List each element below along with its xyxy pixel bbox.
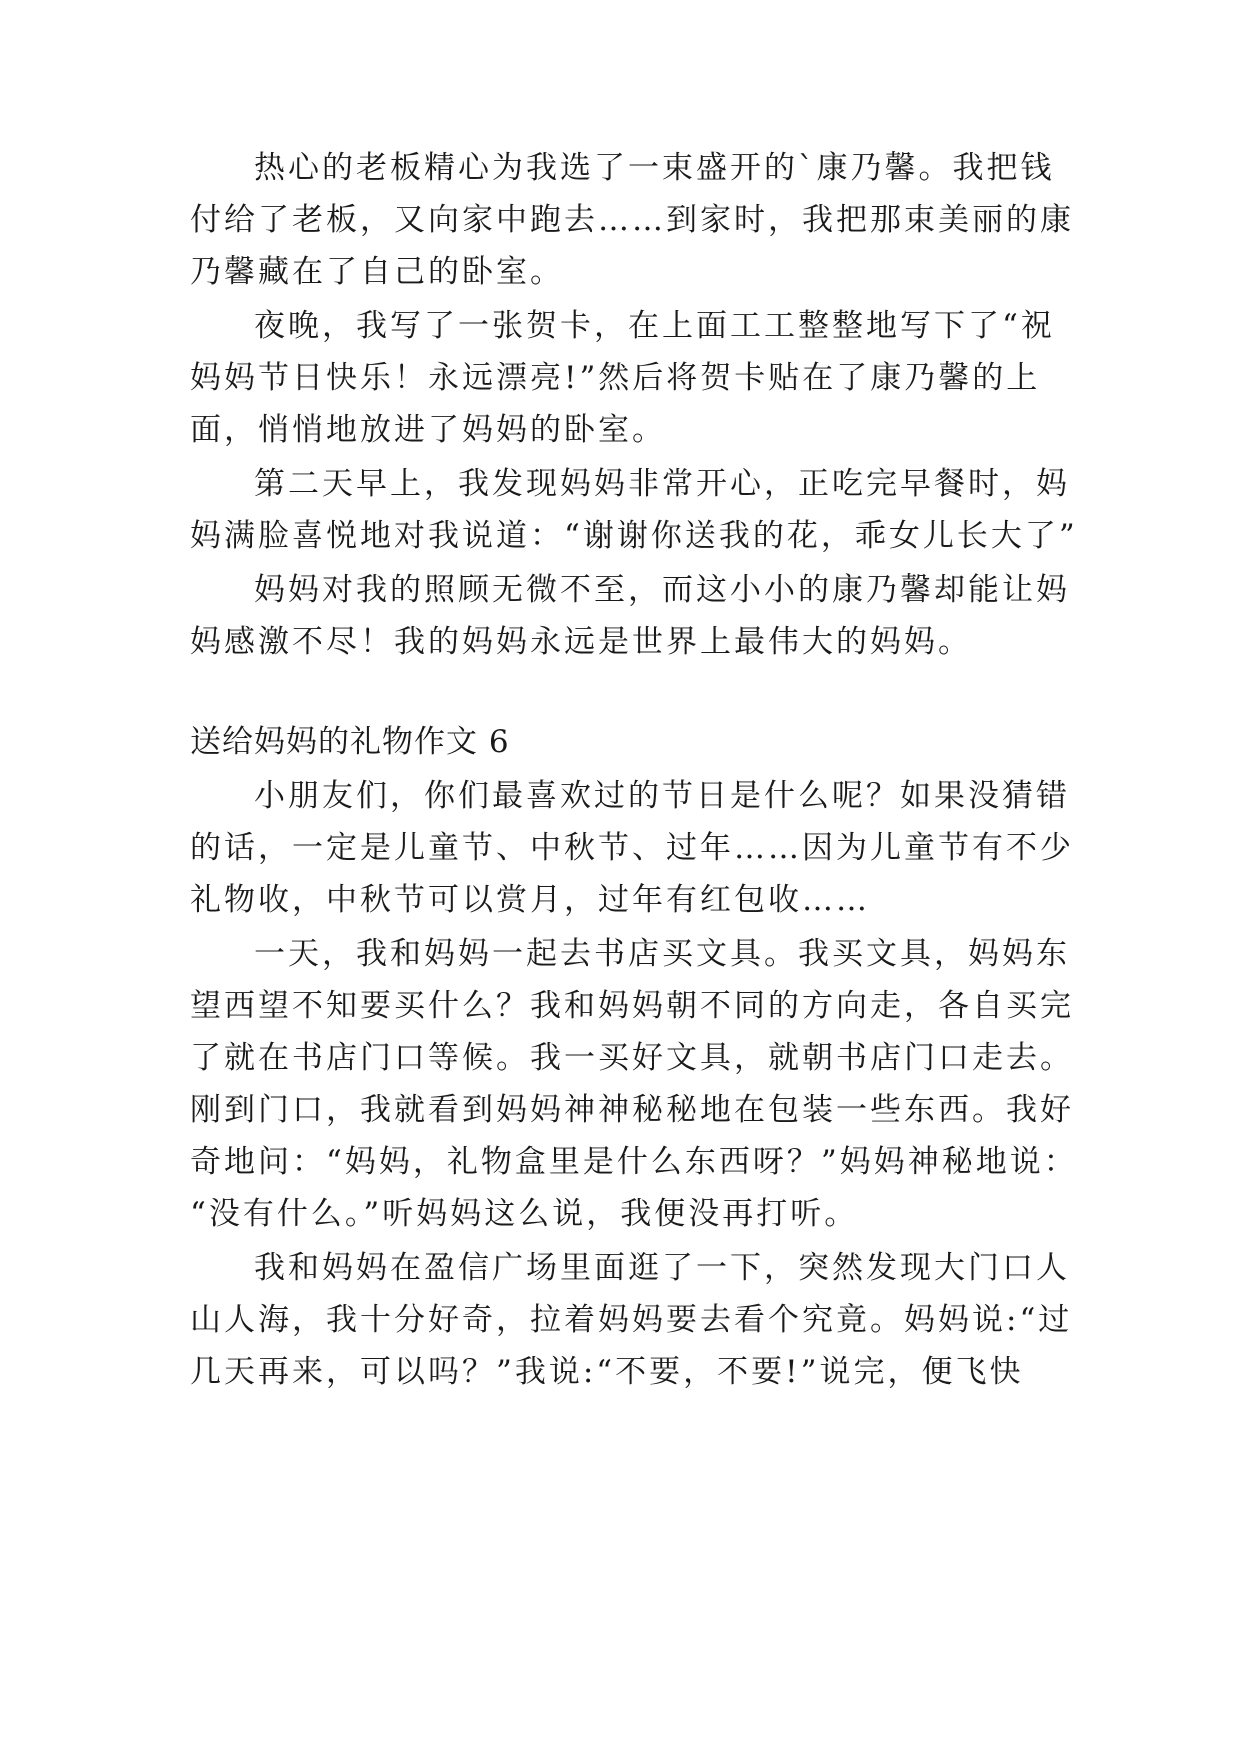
text-line: “没有什么。”听妈妈这么说，我便没再打听。 [190, 1196, 859, 1232]
text-line: 一天，我和妈妈一起去书店买文具。我买文具，妈妈东 [254, 936, 1070, 972]
text-line: 夜晚，我写了一张贺卡，在上面工工整整地写下了“祝 [254, 308, 1055, 344]
text-line: 我和妈妈在盈信广场里面逛了一下，突然发现大门口人 [254, 1250, 1070, 1286]
text-line: 妈妈对我的照顾无微不至，而这小小的康乃馨却能让妈 [254, 572, 1070, 608]
text-line: 望西望不知要买什么？我和妈妈朝不同的方向走，各自买完 [190, 988, 1074, 1024]
text-line: 热心的老板精心为我选了一束盛开的`康乃馨。我把钱 [254, 150, 1055, 186]
text-line: 奇地问：“妈妈，礼物盒里是什么东西呀？”妈妈神秘地说： [190, 1144, 1078, 1180]
text-line: 小朋友们，你们最喜欢过的节日是什么呢？如果没猜错 [254, 778, 1070, 814]
text-line: 礼物收，中秋节可以赏月，过年有红包收…… [190, 882, 870, 918]
text-line: 妈满脸喜悦地对我说道：“谢谢你送我的花，乖女儿长大了” [190, 518, 1078, 554]
text-line: 几天再来，可以吗？”我说:“不要，不要!”说完，便飞快 [190, 1354, 1024, 1390]
text-line: 付给了老板，又向家中跑去……到家时，我把那束美丽的康 [190, 202, 1074, 238]
text-line: 了就在书店门口等候。我一买好文具，就朝书店门口走去。 [190, 1040, 1074, 1076]
text-line: 山人海，我十分好奇，拉着妈妈要去看个究竟。妈妈说:“过 [190, 1302, 1073, 1338]
text-line: 的话，一定是儿童节、中秋节、过年……因为儿童节有不少 [190, 830, 1074, 866]
text-line: 乃馨藏在了自己的卧室。 [190, 254, 564, 290]
section-heading: 送给妈妈的礼物作文 6 [190, 724, 510, 760]
text-line: 妈感激不尽！我的妈妈永远是世界上最伟大的妈妈。 [190, 624, 972, 660]
text-line: 面，悄悄地放进了妈妈的卧室。 [190, 412, 666, 448]
text-line: 第二天早上，我发现妈妈非常开心，正吃完早餐时，妈 [254, 466, 1070, 502]
text-line: 刚到门口，我就看到妈妈神神秘秘地在包装一些东西。我好 [190, 1092, 1074, 1128]
text-line: 妈妈节日快乐！永远漂亮!”然后将贺卡贴在了康乃馨的上 [190, 360, 1041, 396]
